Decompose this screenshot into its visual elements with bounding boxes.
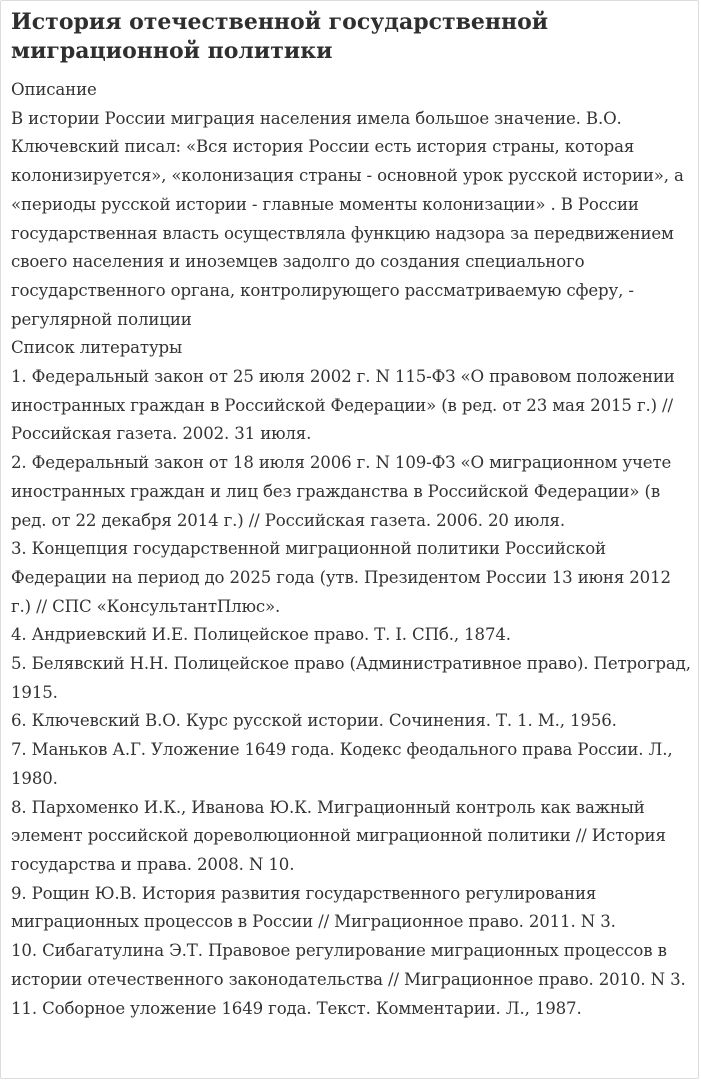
reference-item: 6. Ключевский В.О. Курс русской истории. Сочинения. Т. 1. М., 1956. (11, 711, 617, 731)
page-title: История отечественной государственной миграционной политики (11, 9, 549, 64)
reference-item: 9. Рощин Ю.В. История развития государственного регулирования миграционных процессов в России // Миграционное право. 2011. N 3. (11, 883, 616, 932)
reference-item: 1. Федеральный закон от 25 июля 2002 г. N 115-ФЗ «О правовом положении иностранных граждан в Российской Федерации» (в ред. от 23 мая 2015 г.) // Российская газета. 2002. 31 июля. (11, 367, 675, 444)
reference-item: 10. Сибагатулина Э.Т. Правовое регулирование миграционных процессов в истории отечественного законодательства // Миграционное право. 2010. N 3. (11, 941, 686, 989)
reference-item: 8. Пархоменко И.К., Иванова Ю.К. Миграционный контроль как важный элемент российской дореволюционной миграционной политики // История государства и права. 2008. N 10. (11, 797, 666, 874)
reference-item: 2. Федеральный закон от 18 июля 2006 г. N 109-ФЗ «О миграционном учете иностранных граждан и лиц без гражданства в Российской Федерации» (в ред. от 22 декабря 2014 г.) // Российская газета. 2006. 20 июля. (11, 453, 672, 530)
reference-item: 7. Маньков А.Г. Уложение 1649 года. Кодекс феодального права России. Л., 1980. (11, 740, 673, 788)
description-heading: Описание (11, 80, 97, 99)
reference-item: 4. Андриевский И.Е. Полицейское право. Т. I. СПб., 1874. (11, 625, 511, 645)
references-heading: Список литературы (11, 338, 183, 358)
reference-item: 3. Концепция государственной миграционной политики Российской Федерации на период до 2025 года (утв. Президентом России 13 июня 2012 г.) // СПС «КонсультантПлюс». (11, 539, 671, 616)
document-body (11, 76, 695, 1023)
references-list (11, 363, 695, 1023)
reference-item: 5. Белявский Н.Н. Полицейское право (Административное право). Петроград, 1915. (11, 654, 691, 702)
description-text: В истории России миграция населения имела большое значение. В.О. Ключевский писал: «Вся история России есть история страны, которая колонизируется», «колонизация страны - основной урок русской истории», а «периоды русской истории - главные моменты колонизации» . В России государственная власть осуществляла функцию надзора за передвижением своего населения и иноземцев задолго до создания специального государственного органа, контролирующего рассматриваемую сферу, - регулярной полиции (11, 108, 684, 329)
reference-item: 11. Соборное уложение 1649 года. Текст. Комментарии. Л., 1987. (11, 998, 582, 1018)
